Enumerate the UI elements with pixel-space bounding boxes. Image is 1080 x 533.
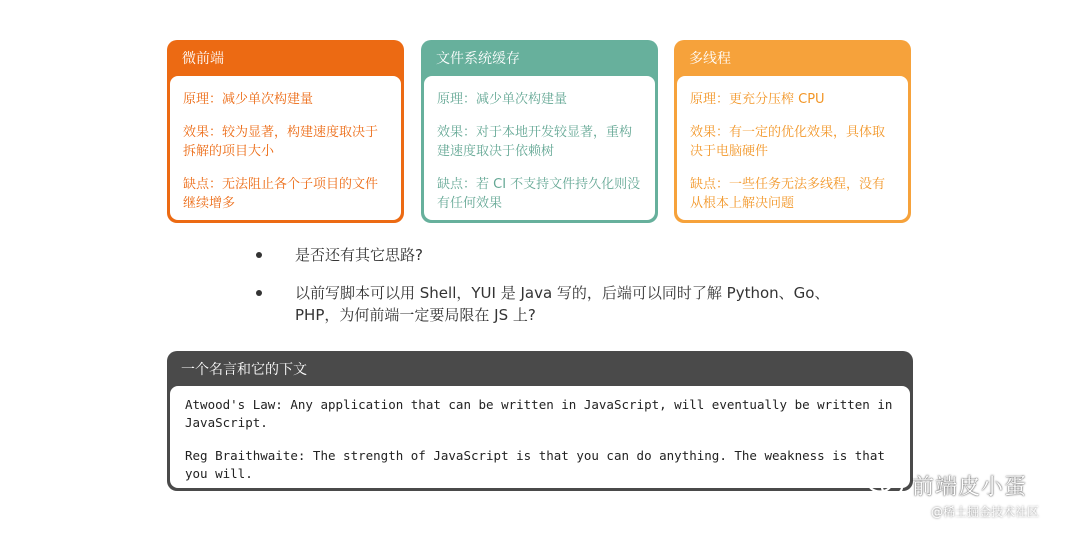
card-multithread (674, 40, 911, 223)
bullet-text: 以前写脚本可以用 Shell，YUI 是 Java 写的，后端可以同时了解 Python、Go、PHP，为何前端一定要局限在 JS 上? (295, 284, 830, 324)
card-drawback: 缺点：无法阻止各个子项目的文件继续增多 (183, 177, 379, 211)
quote-box (167, 351, 913, 491)
quote-title: 一个名言和它的下文 (181, 362, 307, 378)
card-drawback: 缺点：若 CI 不支持文件持久化则没有任何效果 (437, 177, 641, 211)
card-effect: 效果：对于本地开发较显著，重构建速度取决于依赖树 (437, 125, 633, 159)
quote-body (170, 386, 910, 488)
card-title: 文件系统缓存 (436, 51, 520, 67)
card-principle: 原理：减少单次构建量 (183, 92, 314, 107)
card-effect: 效果：有一定的优化效果，具体取决于电脑硬件 (690, 125, 886, 159)
card-title: 微前端 (182, 51, 224, 67)
wechat-icon (865, 470, 909, 498)
card-title: 多线程 (689, 51, 731, 67)
card-principle: 原理：减少单次构建量 (437, 92, 568, 107)
bullet-dot-icon (256, 290, 262, 296)
list-item (256, 282, 856, 326)
bullet-dot-icon (256, 252, 262, 258)
card-body (170, 76, 401, 220)
watermark-site: @稀土掘金技术社区 (931, 505, 1040, 519)
card-effect: 效果：较为显著，构建速度取决于拆解的项目大小 (183, 125, 379, 159)
bullet-text: 是否还有其它思路? (295, 246, 423, 264)
card-body (677, 76, 908, 220)
watermark-name: 前端皮小蛋 (912, 475, 1028, 500)
quote-atwood: Atwood's Law: Any application that can be written in JavaScript, will eventually be written in JavaScript. (185, 397, 893, 430)
card-principle: 原理：更充分压榨 CPU (690, 92, 825, 107)
card-drawback: 缺点：一些任务无法多线程，没有从根本上解决问题 (690, 177, 886, 211)
bullet-list (256, 244, 856, 342)
card-filesystem-cache (421, 40, 658, 223)
card-body (424, 76, 655, 220)
list-item (256, 244, 856, 266)
quote-braithwaite: Reg Braithwaite: The strength of JavaScript is that you can do anything. The weakness is that you will. (185, 448, 885, 481)
card-micro-frontend (167, 40, 404, 223)
